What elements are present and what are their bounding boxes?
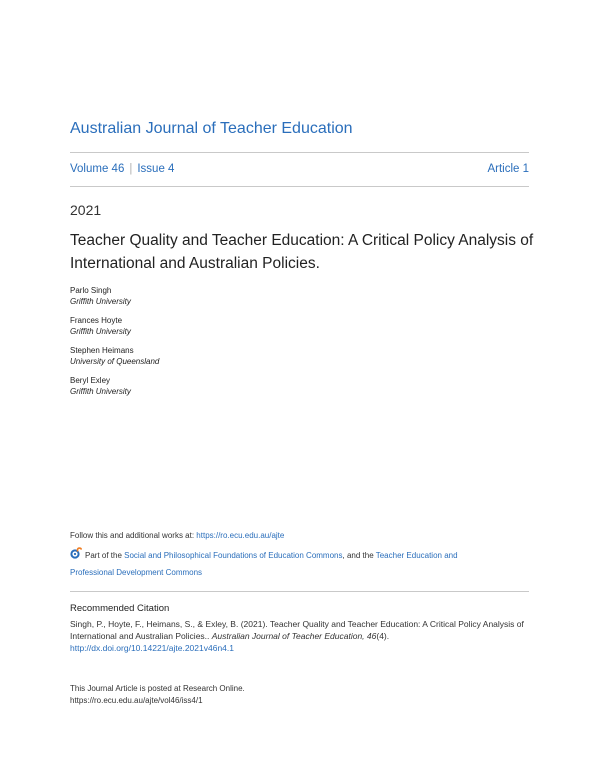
year: 2021 xyxy=(70,202,102,218)
author-affiliation: Griffith University xyxy=(70,386,131,396)
author-block xyxy=(70,376,131,397)
author-affiliation: Griffith University xyxy=(70,326,131,336)
journal-title[interactable]: Australian Journal of Teacher Education xyxy=(70,120,353,137)
partof-line-2 xyxy=(70,568,202,577)
bottom-divider xyxy=(70,186,529,187)
author-name: Parlo Singh xyxy=(70,286,112,295)
commons-link-teacher-education[interactable]: Teacher Education and xyxy=(375,551,458,560)
author-block xyxy=(70,316,131,337)
author-block xyxy=(70,286,131,307)
follow-prefix: Follow this and additional works at: xyxy=(70,531,197,540)
commons-link-professional-development[interactable]: Professional Development Commons xyxy=(70,568,203,577)
citation-body: Singh, P., Hoyte, F., Heimans, S., & Exley, B. (2021). Teacher Quality and Teacher Education: A Critical Policy Analysis of International and Australian Policies.. xyxy=(70,619,524,641)
footer-url: https://ro.ecu.edu.au/ajte/vol46/iss4/1 xyxy=(70,696,203,705)
article-title: Teacher Quality and Teacher Education: A Critical Policy Analysis of International and Australian Policies. xyxy=(70,232,534,272)
issue-info xyxy=(70,163,174,175)
doi-link[interactable]: http://dx.doi.org/10.14221/ajte.2021v46n4.1 xyxy=(70,643,234,653)
footer-posted: This Journal Article is posted at Research Online. xyxy=(70,684,245,693)
partof-middle: , and the xyxy=(342,551,376,560)
citation-issue: (4). xyxy=(376,631,390,641)
issue-link[interactable]: Issue 4 xyxy=(137,163,175,175)
author-name: Stephen Heimans xyxy=(70,346,134,355)
commons-link-social-philosophical[interactable]: Social and Philosophical Foundations of Education Commons xyxy=(124,551,343,560)
open-access-icon xyxy=(70,547,82,561)
author-name: Frances Hoyte xyxy=(70,316,123,325)
author-affiliation: University of Queensland xyxy=(70,356,160,366)
author-affiliation: Griffith University xyxy=(70,296,131,306)
citation-text xyxy=(70,618,540,654)
partof-prefix: Part of the xyxy=(85,551,125,560)
collection-link[interactable]: https://ro.ecu.edu.au/ajte xyxy=(196,531,285,540)
citation-heading: Recommended Citation xyxy=(70,603,170,614)
citation-journal: Australian Journal of Teacher Education, 46 xyxy=(211,631,377,641)
citation-divider xyxy=(70,591,529,592)
volume-link[interactable]: Volume 46 xyxy=(70,163,125,175)
author-block xyxy=(70,346,159,367)
partof-line xyxy=(70,547,458,561)
follow-line xyxy=(70,531,284,540)
author-name: Beryl Exley xyxy=(70,376,111,385)
separator: | xyxy=(129,163,133,175)
top-divider xyxy=(70,152,529,153)
article-number[interactable]: Article 1 xyxy=(487,163,529,175)
